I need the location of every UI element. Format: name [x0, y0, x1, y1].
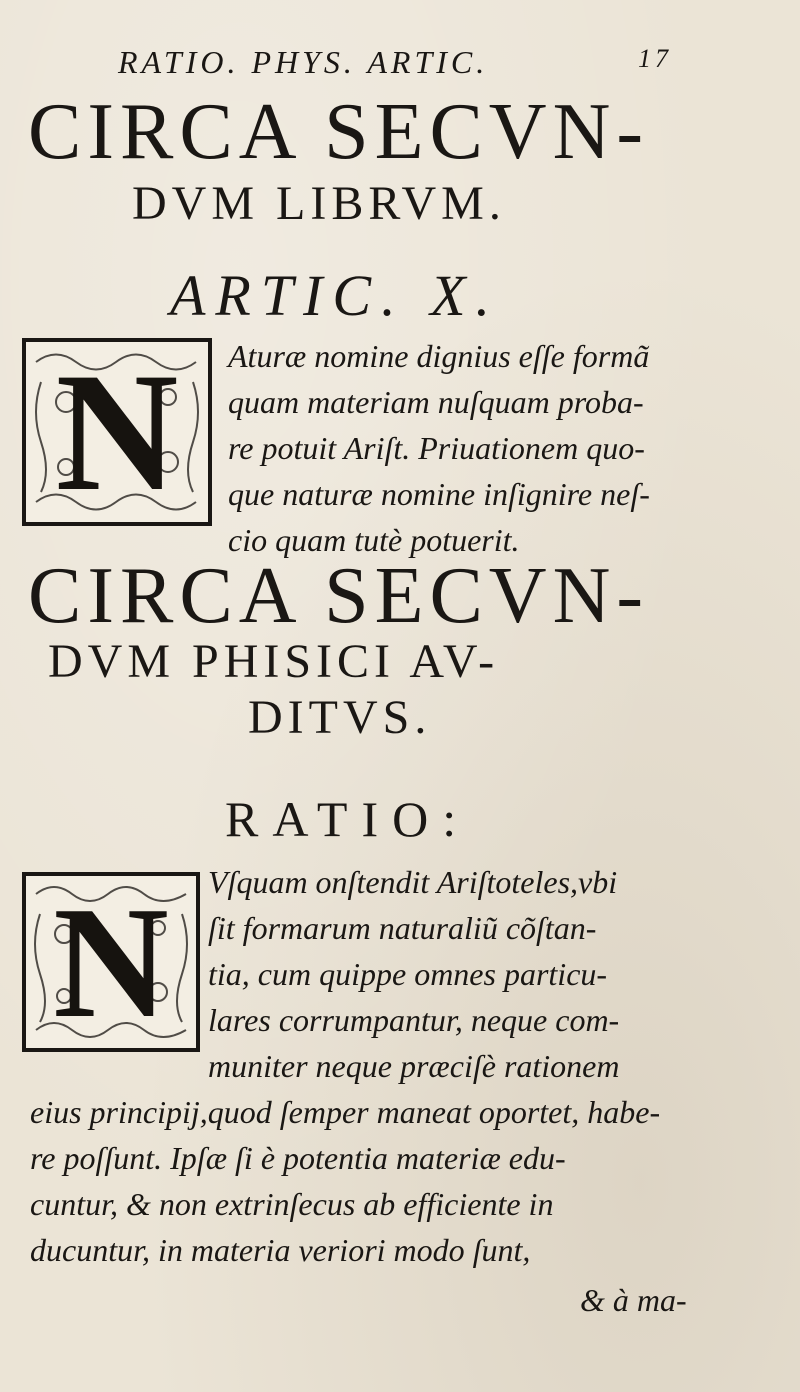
drop-cap-letter-2: N — [53, 872, 169, 1051]
ratio-catchword: & à ma- — [580, 1282, 687, 1318]
drop-cap-ornament — [22, 338, 212, 526]
ratio-line-4: lares corrumpantur, neque com- — [208, 1002, 620, 1038]
ratio-heading: RATIO: — [225, 791, 471, 847]
article-line-2: quam materiam nuſquam proba- — [228, 384, 644, 420]
page-number: 17 — [638, 44, 672, 73]
article-line-5: cio quam tutè potuerit. — [228, 522, 520, 558]
article-heading: ARTIC. X. — [170, 263, 501, 328]
section2-title-line3: DITVS. — [248, 691, 432, 744]
ratio-line-1: Vſquam onſtendit Ariſtoteles,vbi — [208, 864, 618, 900]
ratio-line-9: ducuntur, in materia veriori modo ſunt, — [30, 1232, 531, 1268]
ratio-line-8: cuntur, & non extrinſecus ab efficiente in — [30, 1186, 554, 1222]
running-head-text: RATIO. PHYS. ARTIC. — [118, 44, 489, 80]
section2-title-line1: CIRCA SECVN- — [28, 552, 649, 640]
ratio-line-7: re poſſunt. Ipſæ ſi è potentia materiæ edu- — [30, 1140, 566, 1176]
article-line-1: Aturæ nomine dignius eſſe formã — [228, 338, 650, 374]
ratio-line-3: tia, cum quippe omnes particu- — [208, 956, 608, 992]
section1-title-line1: CIRCA SECVN- — [28, 88, 649, 176]
section2-title-line2: DVM PHISICI AV- — [48, 635, 500, 688]
drop-cap-ornament-2 — [22, 872, 200, 1052]
section1-title-line2: DVM LIBRVM. — [132, 177, 506, 230]
drop-cap-letter: N — [55, 338, 179, 526]
ratio-line-2: ſit formarum naturaliũ cõſtan- — [208, 910, 597, 946]
article-line-3: re potuit Ariſt. Priuationem quo- — [228, 430, 645, 466]
running-head — [118, 44, 718, 81]
ratio-line-5: muniter neque præciſè rationem — [208, 1048, 620, 1084]
article-line-4: que naturæ nomine inſignire neſ- — [228, 476, 650, 512]
ratio-line-6: eius principij,quod ſemper maneat oportet, habe- — [30, 1094, 661, 1130]
